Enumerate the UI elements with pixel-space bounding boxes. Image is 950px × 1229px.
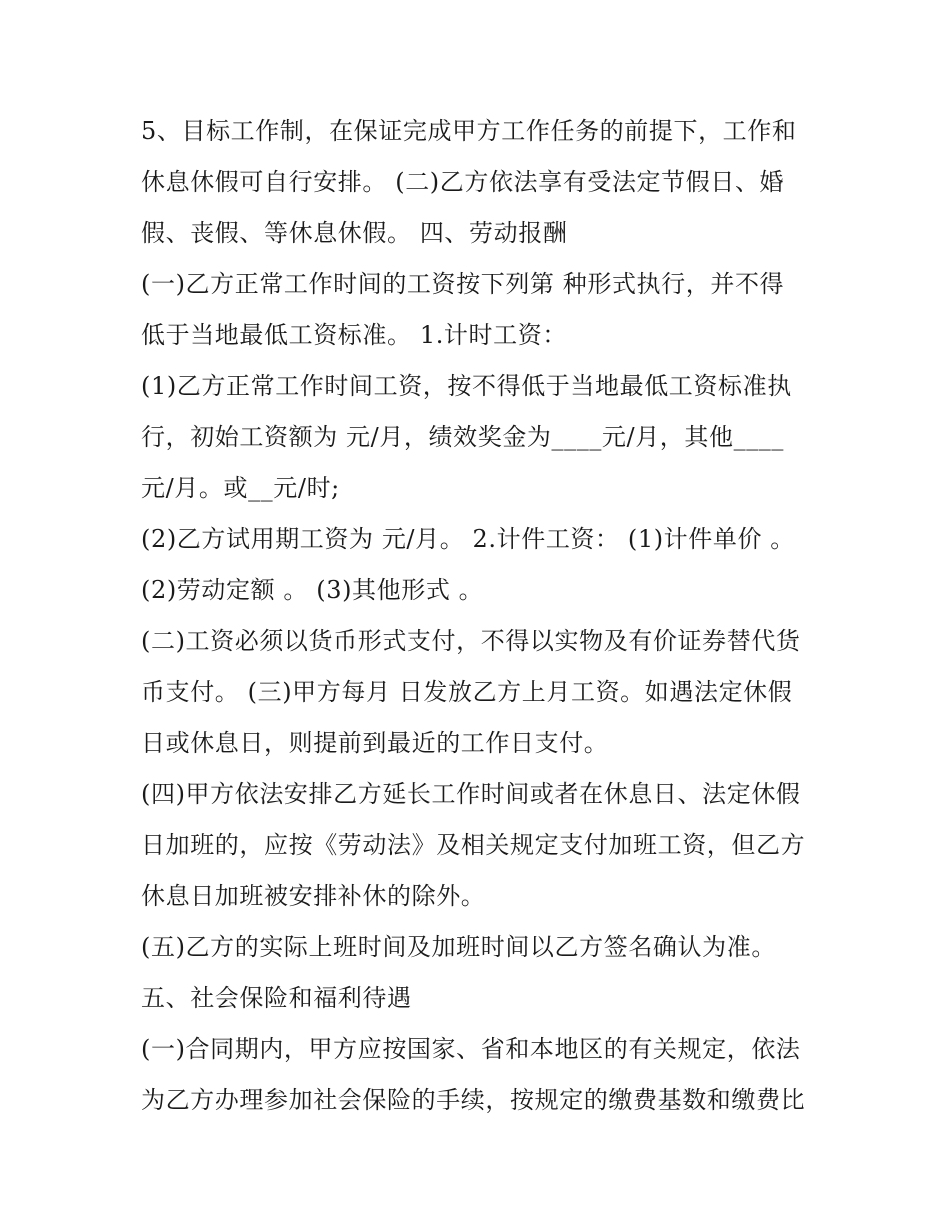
text-line: (四)甲方依法安排乙方延长工作时间或者在休息日、法定休假 bbox=[141, 780, 801, 808]
text-line: 元/月。或__元/时; bbox=[141, 474, 340, 502]
text-line: (2)乙方试用期工资为 元/月。 2.计件工资： (1)计件单价 。 bbox=[141, 525, 795, 553]
text-line: 休息休假可自行安排。 (二)乙方依法享有受法定节假日、婚 bbox=[141, 168, 785, 196]
text-line: 低于当地最低工资标准。 1.计时工资： bbox=[141, 321, 567, 349]
text-line: 日加班的，应按《劳动法》及相关规定支付加班工资，但乙方 bbox=[141, 831, 806, 859]
document-body bbox=[141, 106, 831, 1126]
text-line: 5、目标工作制，在保证完成甲方工作任务的前提下，工作和 bbox=[141, 117, 797, 145]
text-line: 五、社会保险和福利待遇 bbox=[141, 984, 412, 1012]
text-line: (2)劳动定额 。 (3)其他形式 。 bbox=[141, 576, 484, 604]
text-line: (一)乙方正常工作时间的工资按下列第 种形式执行，并不得 bbox=[141, 270, 785, 298]
text-line: 休息日加班被安排补休的除外。 bbox=[141, 882, 486, 910]
text-line: (一)合同期内，甲方应按国家、省和本地区的有关规定，依法 bbox=[141, 1035, 801, 1063]
text-line: (五)乙方的实际上班时间及加班时间以乙方签名确认为准。 bbox=[141, 933, 776, 961]
text-line: 为乙方办理参加社会保险的手续，按规定的缴费基数和缴费比 bbox=[141, 1086, 806, 1114]
text-line: 日或休息日，则提前到最近的工作日支付。 bbox=[141, 729, 609, 757]
text-line: 币支付。 (三)甲方每月 日发放乙方上月工资。如遇法定休假 bbox=[141, 678, 793, 706]
text-line: (1)乙方正常工作时间工资，按不得低于当地最低工资标准执 bbox=[141, 372, 792, 400]
text-line: 假、丧假、等休息休假。 四、劳动报酬 bbox=[141, 219, 568, 247]
text-line: (二)工资必须以货币形式支付，不得以实物及有价证券替代货 bbox=[141, 627, 801, 655]
text-line: 行，初始工资额为 元/月，绩效奖金为____元/月，其他____ bbox=[141, 423, 784, 451]
